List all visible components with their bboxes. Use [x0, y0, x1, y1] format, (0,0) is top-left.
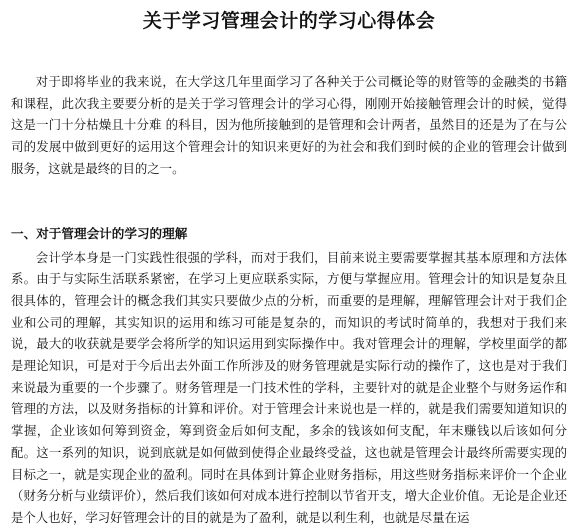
- document-title: 关于学习管理会计的学习心得体会: [142, 10, 436, 32]
- section-heading: 一、对于管理会计的学习的理解: [11, 225, 188, 241]
- intro-paragraph: 对于即将毕业的我来说，在大学这几年里面学习了各种关于公司概论等的财管等的金融类的书籍和课程，此次我主要要分析的是关于学习管理会计的学习心得，刚刚开始接触管理会计的时候，觉得这是一门十分枯燥且十分难 的科目，因为他所接触到的是管理和会计两者，虽然目的还是为了在与公司的发展中做到更好的运用这个管理会计的知识来更好的为社会和我们到时候的企业的管理会计做到服务，这就是最终的目的之一。: [11, 74, 567, 176]
- section-body-paragraph: 会计学本身是一门实践性很强的学科，而对于我们，目前来说主要需要掌握其基本原理和方法体系。由于与实际生活联系紧密，在学习上更应联系实际，方便与掌握应用。管理会计的知识是复杂且很具体的，管理会计的概念我们其实只要做少点的分析，而重要的是理解，理解管理会计对于我们企业和公司的理解，其实知识的运用和练习可能是复杂的，而知识的考试时简单的，我想对于我们来说，最大的收获就是要学会将所学的知识运用到实际操作中。我对管理会计的理解，学校里面学的都是理论知识，可是对于今后出去外面工作所涉及的财务管理就是实际行动的操作了，这也是对于我们来说最为重要的一个步骤了。财务管理是一门技术性的学科，主要针对的就是企业整个与财务运作和管理的方法，以及财务指标的计算和评价。对于管理会计来说也是一样的，就是我们需要知道知识的掌握，企业该如何筹到资金，筹到资金后如何支配，多余的钱该如何支配，年末赚钱以后该如何分配。这一系列的知识，说到底就是如何做到使得企业最终受益，这也就是管理会计最终所需要实现的目标之一，就是实现企业的盈利。同时在具体到计算企业财务指标，用这些财务指标来评价一个企业（财务分析与业绩评价），然后我们该如何对成本进行控制以节省开支，增大企业价值。无论是企业还是个人也好，学习好管理会计的目的就是为了盈利，就是以利生利，也就是尽量在运: [11, 249, 567, 525]
